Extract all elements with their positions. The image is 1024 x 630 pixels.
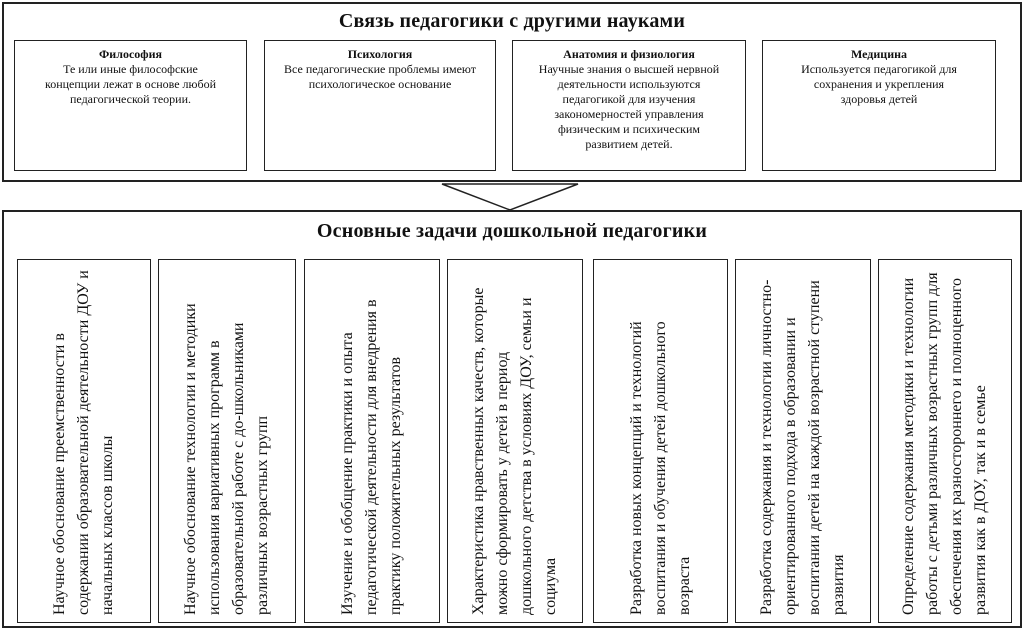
science-description: Научные знания о высшей нервной деятельности используются педагогикой для изучения закономерностей управления физическим и психическим развитием детей. [538, 62, 720, 151]
down-arrow-icon [440, 182, 580, 212]
tasks-frame [2, 210, 1022, 628]
science-box-psychology [264, 40, 496, 171]
science-box-philosophy [14, 40, 247, 171]
task-box-3 [304, 259, 440, 623]
science-box-anatomy [512, 40, 746, 171]
science-box-medicine [762, 40, 996, 171]
task-box-6 [735, 259, 871, 623]
task-box-1 [17, 259, 151, 623]
task-box-4 [447, 259, 583, 623]
task-box-5 [593, 259, 728, 623]
task-text: Научное обоснование технологии и методики использования вариативных программ в образовательной работе с до-школьниками различных возрастных групп [182, 303, 271, 615]
science-name: Психология [347, 47, 413, 61]
task-box-7 [878, 259, 1012, 623]
science-name: Анатомия и физиология [563, 47, 695, 61]
task-text: Характеристика нравственных качеств, которые можно сформировать у детей в период дошкольного детства в условиях ДОУ, семьи и социума [470, 287, 559, 615]
sciences-title: Связь педагогики с другими науками [338, 10, 686, 32]
task-text: Изучение и обобщение практики и опыта педагогической деятельности для внедрения в практику положительных результатов [339, 299, 404, 615]
science-description: Те или иные философские концепции лежат в основе любой педагогической теории. [44, 62, 217, 106]
task-box-2 [158, 259, 296, 623]
science-description: Все педагогические проблемы имеют психологическое основание [284, 62, 476, 91]
science-name: Медицина [850, 47, 908, 61]
science-name: Философия [99, 47, 162, 61]
science-description: Используется педагогикой для сохранения и укрепления здоровья детей [801, 62, 957, 106]
tasks-title: Основные задачи дошкольной педагогики [316, 220, 708, 242]
task-text: Научное обоснование преемственности в содержании образовательной деятельности ДОУ и начальных классов школы [51, 270, 116, 615]
task-text: Разработка содержания и технологии личностно-ориентированного подхода в образовании и воспитании детей на каждой возрастной ступени развития [758, 279, 847, 615]
sciences-frame [2, 2, 1022, 182]
task-text: Определение содержания методики и технологии работы с детьми различных возрастных групп для обеспечения их разностороннего и полноценного развития как в ДОУ, так и в семье [900, 272, 989, 615]
task-text: Разработка новых концепций и технологий воспитания и обучения детей дошкольного возраста [627, 321, 693, 615]
